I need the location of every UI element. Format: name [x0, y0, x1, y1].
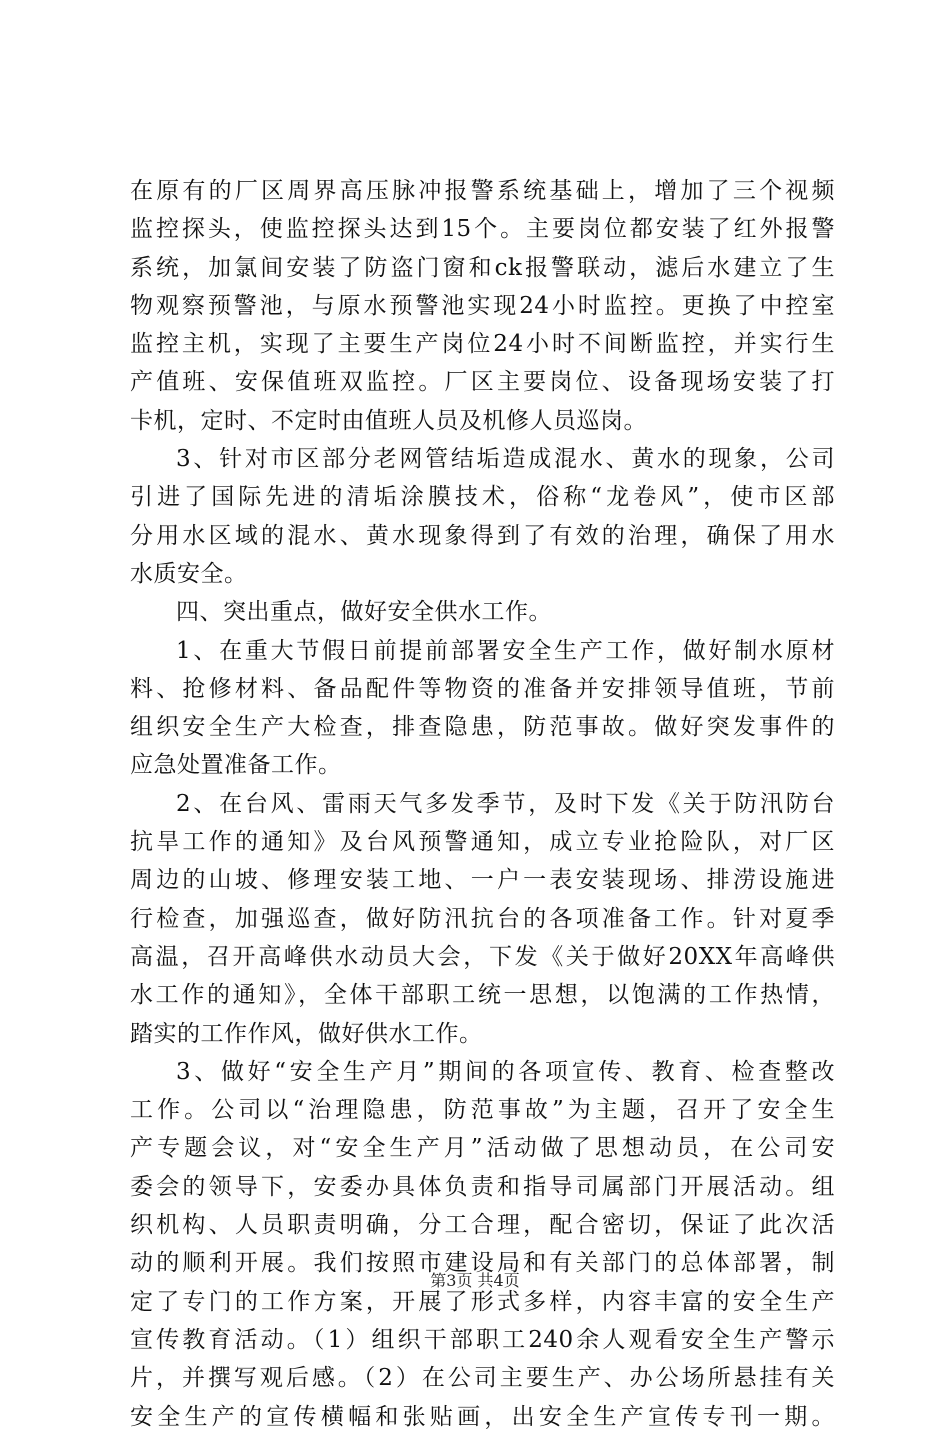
text-line: 卡机，定时、不定时由值班人员及机修人员巡岗。: [130, 407, 647, 434]
text-line: 高温，召开高峰供水动员大会，下发《关于做好20XX年高峰供: [130, 943, 835, 970]
text-line: 料、抢修材料、备品配件等物资的准备并安排领导值班，节前: [130, 675, 835, 702]
text-line: 工作。公司以“治理隐患，防范事故”为主题，召开了安全生: [130, 1097, 835, 1124]
text-line: 系统，加氯间安装了防盗门窗和ck报警联动，滤后水建立了生: [130, 254, 835, 281]
text-line: 抗旱工作的通知》及台风预警通知，成立专业抢险队，对厂区: [130, 829, 835, 856]
text-line: 委会的领导下，安委办具体负责和指导司属部门开展活动。组: [130, 1173, 835, 1200]
text-line: 安全生产的宣传横幅和张贴画，出安全生产宣传专刊一期。: [130, 1403, 835, 1430]
text-line: 宣传教育活动。（1）组织干部职工240余人观看安全生产警示: [130, 1326, 835, 1353]
text-line: 定了专门的工作方案，开展了形式多样，内容丰富的安全生产: [130, 1288, 835, 1315]
text-line: 踏实的工作作风，做好供水工作。: [130, 1020, 483, 1047]
text-line: 行检查，加强巡查，做好防汛抗台的各项准备工作。针对夏季: [130, 905, 835, 932]
text-line: 监控主机，实现了主要生产岗位24小时不间断监控，并实行生: [130, 331, 835, 358]
text-line: 3、针对市区部分老网管结垢造成混水、黄水的现象，公司: [176, 446, 835, 473]
text-line: 产专题会议，对“安全生产月”活动做了思想动员，在公司安: [130, 1135, 835, 1162]
text-line: 片，并撰写观后感。（2）在公司主要生产、办公场所悬挂有关: [130, 1365, 835, 1392]
text-line: 监控探头，使监控探头达到15个。主要岗位都安装了红外报警: [130, 216, 835, 243]
text-line: 1、在重大节假日前提前部署安全生产工作，做好制水原材: [176, 637, 835, 664]
text-line: 引进了国际先进的清垢涂膜技术，俗称“龙卷风”，使市区部: [130, 484, 835, 511]
text-line: 水质安全。: [130, 560, 248, 587]
text-line: 3、做好“安全生产月”期间的各项宣传、教育、检查整改: [176, 1058, 835, 1085]
text-line: 组织安全生产大检查，排查隐患，防范事故。做好突发事件的: [130, 714, 835, 741]
text-line: 周边的山坡、修理安装工地、一户一表安装现场、排涝设施进: [130, 867, 835, 894]
text-line: 分用水区域的混水、黄水现象得到了有效的治理，确保了用水: [130, 522, 835, 549]
text-line: 动的顺利开展。我们按照市建设局和有关部门的总体部署，制: [130, 1250, 835, 1277]
text-line: 产值班、安保值班双监控。厂区主要岗位、设备现场安装了打: [130, 369, 835, 396]
text-line: 在原有的厂区周界高压脉冲报警系统基础上，增加了三个视频: [130, 178, 835, 204]
document-body: [130, 172, 835, 1436]
text-line: 织机构、人员职责明确，分工合理，配合密切，保证了此次活: [130, 1212, 835, 1239]
text-line: 水工作的通知》，全体干部职工统一思想，以饱满的工作热情，: [130, 982, 835, 1009]
text-line: 应急处置准备工作。: [130, 752, 342, 779]
text-line: 2、在台风、雷雨天气多发季节，及时下发《关于防汛防台: [176, 790, 835, 817]
text-line: 四、突出重点，做好安全供水工作。: [176, 599, 552, 626]
text-line: 物观察预警池，与原水预警池实现24小时监控。更换了中控室: [130, 292, 835, 319]
page-footer: 第3页 共4页: [430, 1271, 520, 1290]
